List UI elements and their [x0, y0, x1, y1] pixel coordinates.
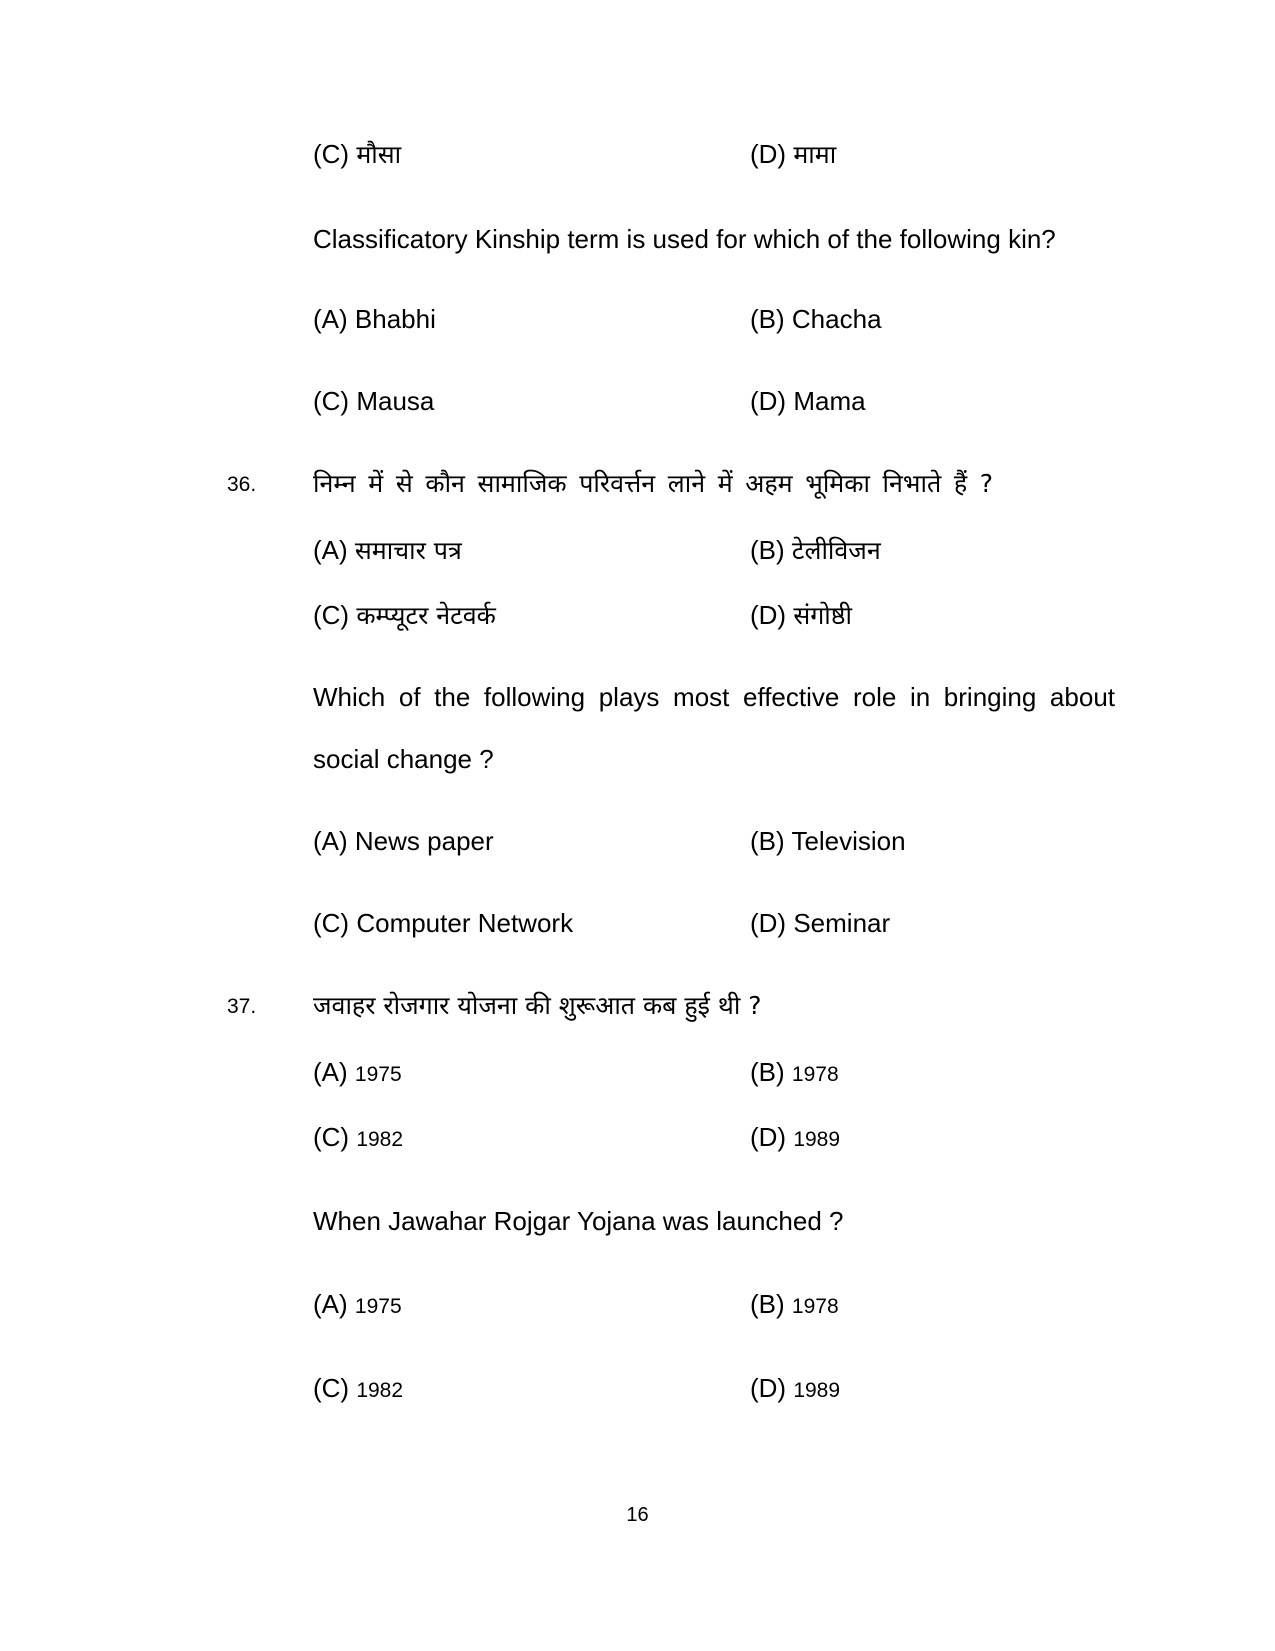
option-d-english: (D) Mama [750, 386, 866, 416]
option-c-hindi: (C) कम्प्यूटर नेटवर्क [313, 600, 496, 630]
option-c-english: (C) 1982 [313, 1373, 404, 1403]
option-c-english: (C) Computer Network [313, 908, 574, 938]
option-a-english: (A) Bhabhi [313, 304, 436, 334]
option-a-english: (A) News paper [313, 826, 494, 856]
option-b-hindi: (B) टेलीविजन [750, 535, 881, 565]
option-a-hindi: (A) समाचार पत्र [313, 535, 462, 565]
question-text-english-line2: social change ? [313, 744, 494, 774]
option-b-english: (B) Chacha [750, 304, 882, 334]
option-c-hindi: (C) 1982 [313, 1122, 404, 1152]
page-number: 16 [626, 1504, 649, 1526]
option-d-hindi: (D) मामा [750, 139, 837, 169]
question-text-english: When Jawahar Rojgar Yojana was launched ? [313, 1206, 844, 1236]
question-number: 37. [227, 995, 257, 1018]
option-c-english: (C) Mausa [313, 386, 435, 416]
option-d-english: (D) Seminar [750, 908, 891, 938]
option-b-hindi: (B) 1978 [750, 1057, 839, 1087]
question-text-hindi: जवाहर रोजगार योजना की शुरूआत कब हुई थी ? [313, 991, 762, 1020]
question-number: 36. [227, 473, 257, 496]
option-d-english: (D) 1989 [750, 1373, 841, 1403]
question-text-hindi: निम्न में से कौन सामाजिक परिवर्त्तन लाने में अहम भूमिका निभाते हैं ? [313, 469, 993, 498]
question-text-english: Classificatory Kinship term is used for which of the following kin? [313, 224, 1056, 254]
option-b-english: (B) 1978 [750, 1289, 839, 1319]
option-a-english: (A) 1975 [313, 1289, 402, 1319]
question-text-english-line1: Which of the following plays most effective role in bringing about [313, 682, 1115, 712]
option-c-hindi: (C) मौसा [313, 139, 402, 169]
option-d-hindi: (D) संगोष्ठी [750, 600, 852, 630]
option-b-english: (B) Television [750, 826, 906, 856]
option-a-hindi: (A) 1975 [313, 1057, 402, 1087]
option-d-hindi: (D) 1989 [750, 1122, 841, 1152]
